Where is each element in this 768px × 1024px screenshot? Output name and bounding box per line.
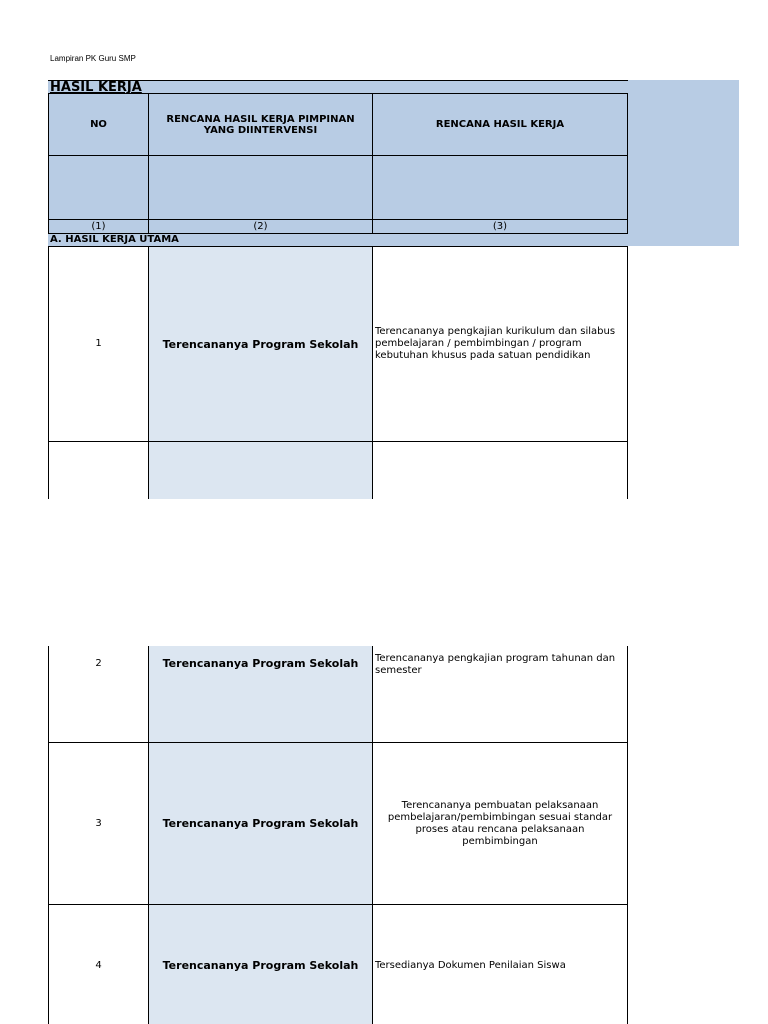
header-no: NO: [48, 93, 149, 156]
document-label: Lampiran PK Guru SMP: [50, 54, 136, 63]
row-number: 1: [48, 246, 149, 442]
rencana-pimpinan-cell: Terencananya Program Sekolah: [148, 646, 373, 743]
row-number: 2: [48, 646, 149, 743]
section-title: HASIL KERJA: [50, 80, 142, 95]
header-rencana-pimpinan: RENCANA HASIL KERJA PIMPINAN YANG DIINTERVENSI: [148, 93, 373, 156]
row-number: 3: [48, 742, 149, 905]
rencana-pimpinan-cell: Terencananya Program Sekolah: [148, 742, 373, 905]
column-number: (1): [48, 219, 149, 234]
header-blank-cell: [48, 155, 149, 220]
row-number: 4: [48, 904, 149, 1024]
rencana-cell: Terencananya pembuatan pelaksanaan pembelajaran/pembimbingan sesuai standar proses atau rencana pelaksanaan pembimbingan: [372, 742, 628, 905]
row-fragment: [148, 441, 373, 499]
header-blank-cell: [372, 155, 628, 220]
rencana-cell: Terencananya pengkajian program tahunan dan semester: [372, 646, 628, 743]
rencana-cell: Terencananya pengkajian kurikulum dan silabus pembelajaran / pembimbingan / program kebutuhan khusus pada satuan pendidikan: [372, 246, 628, 442]
row-fragment: [372, 441, 628, 499]
rencana-pimpinan-cell: Terencananya Program Sekolah: [148, 904, 373, 1024]
rencana-cell: Tersedianya Dokumen Penilaian Siswa: [372, 904, 628, 1024]
column-number: (2): [148, 219, 373, 234]
header-blank-cell: [148, 155, 373, 220]
rencana-pimpinan-cell: Terencananya Program Sekolah: [148, 246, 373, 442]
subsection-title: A. HASIL KERJA UTAMA: [50, 234, 179, 245]
header-rencana: RENCANA HASIL KERJA: [372, 93, 628, 156]
row-fragment: [48, 441, 149, 499]
column-number: (3): [372, 219, 628, 234]
